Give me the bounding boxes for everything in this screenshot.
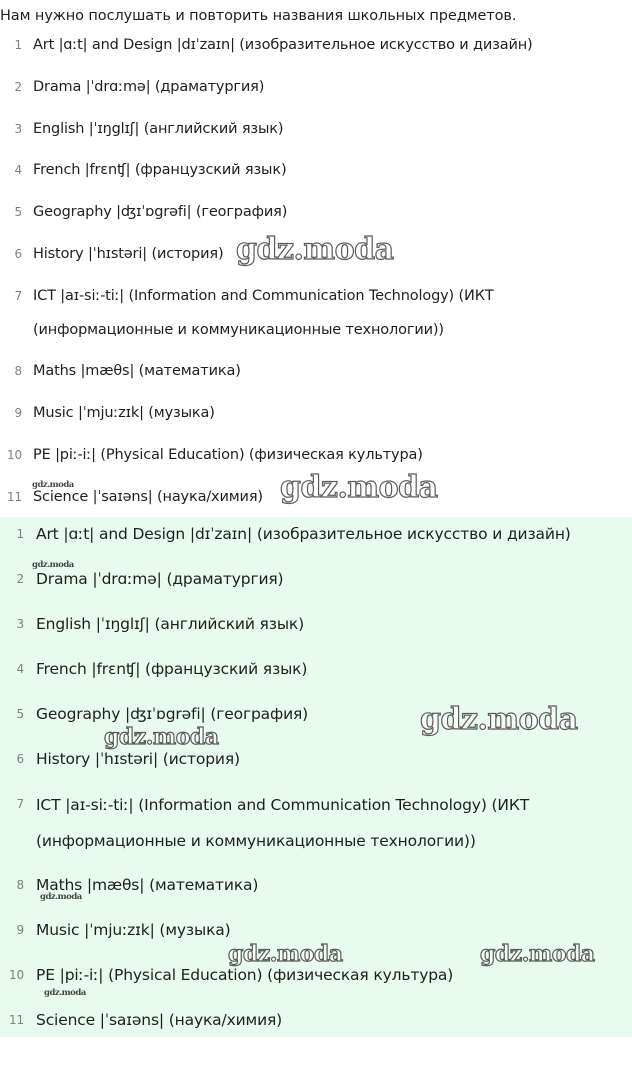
item-text: PE |piː-iː| (Physical Education) (физическая культура) bbox=[33, 446, 423, 463]
list-item bbox=[0, 1003, 632, 1048]
item-number: 11 bbox=[7, 489, 22, 504]
list-item bbox=[0, 742, 632, 787]
item-text: English |ˈɪŋglɪʃ| (английский язык) bbox=[33, 120, 284, 137]
watermark: gdz.moda bbox=[228, 941, 343, 967]
item-number: 4 bbox=[16, 662, 24, 676]
list-item bbox=[0, 787, 632, 868]
item-number: 6 bbox=[16, 752, 24, 766]
list-item bbox=[0, 279, 632, 355]
list-item bbox=[0, 70, 632, 112]
item-text: Science |ˈsaɪəns| (наука/химия) bbox=[36, 1011, 283, 1029]
item-number: 9 bbox=[14, 406, 22, 421]
watermark: gdz.moda bbox=[104, 724, 219, 750]
item-number: 10 bbox=[9, 968, 24, 982]
watermark: gdz.moda bbox=[280, 470, 438, 505]
item-number: 8 bbox=[16, 878, 24, 892]
item-text: Geography |ʤɪˈɒgrəfi| (география) bbox=[36, 705, 309, 723]
item-number: 7 bbox=[16, 797, 24, 811]
item-number: 10 bbox=[7, 447, 22, 462]
watermark: gdz.moda bbox=[32, 560, 74, 570]
item-number: 11 bbox=[9, 1013, 24, 1027]
list-item bbox=[0, 396, 632, 438]
list-item bbox=[0, 652, 632, 697]
item-text: French |frɛnʧ| (французский язык) bbox=[36, 660, 308, 678]
item-number: 6 bbox=[14, 246, 22, 261]
list-item bbox=[0, 868, 632, 913]
list-item bbox=[0, 112, 632, 154]
item-number: 5 bbox=[14, 205, 22, 220]
list-item bbox=[0, 607, 632, 652]
list-item bbox=[0, 562, 632, 607]
watermark: gdz.moda bbox=[480, 941, 595, 967]
item-text: Art |ɑːt| and Design |dɪˈzaɪn| (изобразительное искусство и дизайн) bbox=[36, 525, 571, 543]
subjects-list-top bbox=[0, 28, 632, 521]
list-item bbox=[0, 153, 632, 195]
item-text: Geography |ʤɪˈɒgrəfi| (география) bbox=[33, 204, 288, 221]
list-item bbox=[0, 517, 632, 562]
watermark: gdz.moda bbox=[236, 232, 394, 267]
item-number: 9 bbox=[16, 923, 24, 937]
item-number: 1 bbox=[14, 38, 22, 52]
item-number: 2 bbox=[14, 79, 22, 94]
item-number: 4 bbox=[14, 163, 22, 178]
item-text: Science |ˈsaɪəns| (наука/химия) bbox=[33, 488, 263, 505]
item-text: Art |ɑːt| and Design |dɪˈzaɪn| (изобразительное искусство и дизайн) bbox=[33, 37, 533, 53]
item-number: 8 bbox=[14, 364, 22, 379]
watermark: gdz.moda bbox=[32, 480, 74, 490]
item-number: 7 bbox=[14, 288, 22, 303]
list-item bbox=[0, 28, 632, 70]
item-number: 3 bbox=[16, 617, 24, 631]
item-text: History |ˈhɪstəri| (история) bbox=[36, 750, 240, 768]
item-text: Maths |mæθs| (математика) bbox=[36, 876, 259, 894]
item-text: Drama |ˈdrɑːmə| (драматургия) bbox=[36, 570, 284, 588]
item-number: 5 bbox=[16, 707, 24, 721]
item-text: ICT |aɪ-siː-tiː| (Information and Communication Technology) (ИКТ (информационные и коммуникационные технологии)) bbox=[33, 287, 494, 338]
watermark: gdz.moda bbox=[40, 892, 82, 902]
intro-text: Нам нужно послушать и повторить названия школьных предметов. bbox=[0, 8, 517, 24]
list-item bbox=[0, 195, 632, 237]
subjects-list-bottom bbox=[0, 517, 632, 1048]
item-text: Maths |mæθs| (математика) bbox=[33, 363, 241, 380]
watermark: gdz.moda bbox=[44, 988, 86, 998]
item-text: Music |ˈmjuːzɪk| (музыка) bbox=[36, 921, 231, 939]
item-text: History |ˈhɪstəri| (история) bbox=[33, 245, 224, 262]
item-text: Music |ˈmjuːzɪk| (музыка) bbox=[33, 405, 215, 422]
list-item bbox=[0, 354, 632, 396]
item-text: PE |piː-iː| (Physical Education) (физическая культура) bbox=[36, 966, 454, 984]
item-text: English |ˈɪŋglɪʃ| (английский язык) bbox=[36, 615, 305, 633]
item-text: French |frɛnʧ| (французский язык) bbox=[33, 162, 287, 179]
item-number: 3 bbox=[14, 121, 22, 136]
item-number: 2 bbox=[16, 572, 24, 586]
watermark: gdz.moda bbox=[420, 702, 578, 737]
item-number: 1 bbox=[16, 527, 24, 541]
item-text: Drama |ˈdrɑːmə| (драматургия) bbox=[33, 78, 265, 95]
item-text: ICT |aɪ-siː-tiː| (Information and Communication Technology) (ИКТ (информационные и коммуникационные технологии)) bbox=[36, 796, 530, 850]
